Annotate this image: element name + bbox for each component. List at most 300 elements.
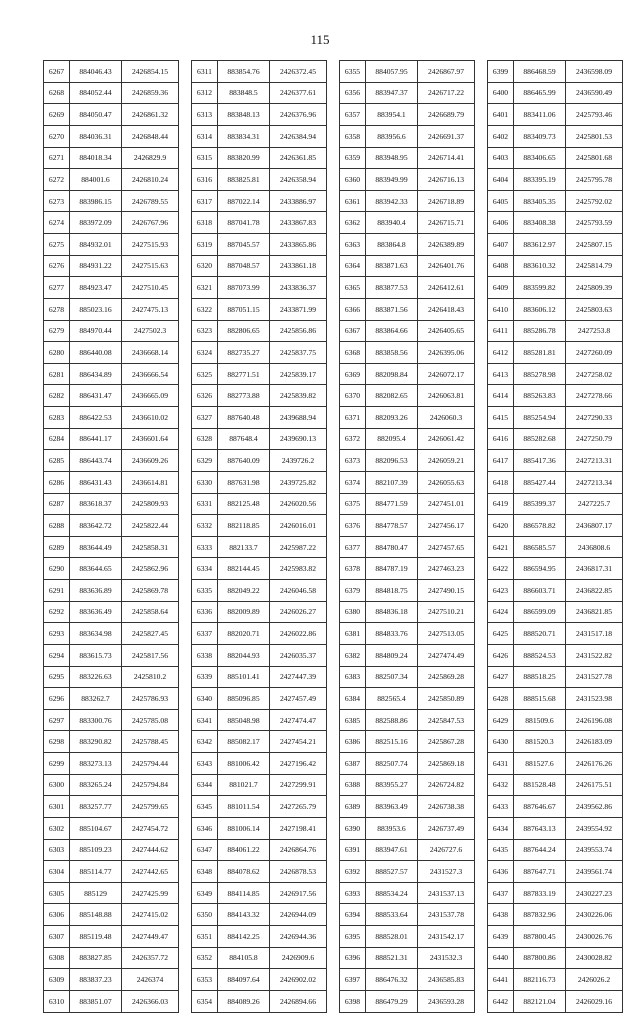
table-row: [340, 558, 475, 580]
table-row: [192, 169, 327, 191]
x-coordinate-cell: 885082.17: [218, 731, 270, 753]
point-id-cell: 6409: [488, 277, 514, 299]
y-coordinate-cell: 2425799.65: [122, 796, 179, 818]
point-id-cell: 6415: [488, 407, 514, 429]
point-id-cell: 6352: [192, 947, 218, 969]
x-coordinate-cell: 882098.84: [366, 363, 418, 385]
point-id-cell: 6421: [488, 536, 514, 558]
x-coordinate-cell: 883273.13: [70, 753, 122, 775]
x-coordinate-cell: 888518.25: [514, 666, 566, 688]
y-coordinate-cell: 2430026.76: [566, 926, 623, 948]
x-coordinate-cell: 882133.7: [218, 536, 270, 558]
x-coordinate-cell: 881006.42: [218, 753, 270, 775]
y-coordinate-cell: 2425786.93: [122, 688, 179, 710]
table-row: [192, 298, 327, 320]
point-id-cell: 6378: [340, 558, 366, 580]
point-id-cell: 6400: [488, 82, 514, 104]
y-coordinate-cell: 2426859.36: [122, 82, 179, 104]
x-coordinate-cell: 881528.48: [514, 774, 566, 796]
y-coordinate-cell: 2436821.85: [566, 601, 623, 623]
x-coordinate-cell: 883871.63: [366, 255, 418, 277]
table-row: [340, 601, 475, 623]
point-id-cell: 6353: [192, 969, 218, 991]
x-coordinate-cell: 884771.59: [366, 493, 418, 515]
x-coordinate-cell: 884057.95: [366, 61, 418, 83]
y-coordinate-cell: 2436585.83: [418, 969, 475, 991]
y-coordinate-cell: 2426412.61: [418, 277, 475, 299]
y-coordinate-cell: 2425803.63: [566, 298, 623, 320]
table-row: [44, 450, 179, 472]
table-row: [340, 882, 475, 904]
point-id-cell: 6334: [192, 558, 218, 580]
coordinate-table: [191, 60, 327, 1013]
point-id-cell: 6358: [340, 125, 366, 147]
y-coordinate-cell: 2426878.53: [270, 861, 327, 883]
x-coordinate-cell: 884143.32: [218, 904, 270, 926]
table-row: [340, 320, 475, 342]
table-row: [192, 493, 327, 515]
point-id-cell: 6437: [488, 882, 514, 904]
point-id-cell: 6321: [192, 277, 218, 299]
table-row: [192, 277, 327, 299]
x-coordinate-cell: 886422.53: [70, 407, 122, 429]
y-coordinate-cell: 2433865.86: [270, 234, 327, 256]
x-coordinate-cell: 882735.27: [218, 342, 270, 364]
x-coordinate-cell: 883954.1: [366, 104, 418, 126]
x-coordinate-cell: 881006.14: [218, 817, 270, 839]
table-row: [44, 644, 179, 666]
x-coordinate-cell: 883599.82: [514, 277, 566, 299]
point-id-cell: 6397: [340, 969, 366, 991]
point-id-cell: 6325: [192, 363, 218, 385]
table-row: [192, 385, 327, 407]
point-id-cell: 6308: [44, 947, 70, 969]
y-coordinate-cell: 2427415.02: [122, 904, 179, 926]
point-id-cell: 6416: [488, 428, 514, 450]
x-coordinate-cell: 884923.47: [70, 277, 122, 299]
point-id-cell: 6269: [44, 104, 70, 126]
y-coordinate-cell: 2427457.49: [270, 688, 327, 710]
table-row: [488, 277, 623, 299]
point-id-cell: 6324: [192, 342, 218, 364]
table-row: [340, 61, 475, 83]
table-row: [44, 709, 179, 731]
table-row: [192, 969, 327, 991]
table-row: [488, 753, 623, 775]
x-coordinate-cell: 882121.04: [514, 990, 566, 1012]
table-row: [340, 342, 475, 364]
y-coordinate-cell: 2426718.89: [418, 190, 475, 212]
point-id-cell: 6354: [192, 990, 218, 1012]
point-id-cell: 6303: [44, 839, 70, 861]
y-coordinate-cell: 2436590.49: [566, 82, 623, 104]
y-coordinate-cell: 2426854.15: [122, 61, 179, 83]
table-row: [44, 580, 179, 602]
table-row: [192, 688, 327, 710]
table-row: [192, 234, 327, 256]
point-id-cell: 6312: [192, 82, 218, 104]
y-coordinate-cell: 2425788.45: [122, 731, 179, 753]
x-coordinate-cell: 885281.81: [514, 342, 566, 364]
table-row: [340, 926, 475, 948]
x-coordinate-cell: 886479.29: [366, 990, 418, 1012]
point-id-cell: 6351: [192, 926, 218, 948]
table-row: [488, 536, 623, 558]
y-coordinate-cell: 2426060.3: [418, 407, 475, 429]
table-row: [192, 212, 327, 234]
y-coordinate-cell: 2426867.97: [418, 61, 475, 83]
point-id-cell: 6390: [340, 817, 366, 839]
point-id-cell: 6376: [340, 515, 366, 537]
x-coordinate-cell: 888515.68: [514, 688, 566, 710]
y-coordinate-cell: 2433871.99: [270, 298, 327, 320]
y-coordinate-cell: 2426848.44: [122, 125, 179, 147]
x-coordinate-cell: 883610.32: [514, 255, 566, 277]
x-coordinate-cell: 885119.48: [70, 926, 122, 948]
point-id-cell: 6322: [192, 298, 218, 320]
x-coordinate-cell: 883406.65: [514, 147, 566, 169]
x-coordinate-cell: 883854.76: [218, 61, 270, 83]
y-coordinate-cell: 2425801.53: [566, 125, 623, 147]
point-id-cell: 6331: [192, 493, 218, 515]
y-coordinate-cell: 2439561.74: [566, 861, 623, 883]
x-coordinate-cell: 881520.3: [514, 731, 566, 753]
y-coordinate-cell: 2425983.82: [270, 558, 327, 580]
table-row: [488, 82, 623, 104]
coordinate-tables: [43, 60, 623, 1006]
y-coordinate-cell: 2431527.3: [418, 861, 475, 883]
x-coordinate-cell: 887648.4: [218, 428, 270, 450]
y-coordinate-cell: 2426196.08: [566, 709, 623, 731]
table-row: [44, 796, 179, 818]
table-row: [488, 947, 623, 969]
point-id-cell: 6311: [192, 61, 218, 83]
table-row: [192, 320, 327, 342]
table-row: [44, 190, 179, 212]
y-coordinate-cell: 2427454.21: [270, 731, 327, 753]
point-id-cell: 6347: [192, 839, 218, 861]
point-id-cell: 6273: [44, 190, 70, 212]
y-coordinate-cell: 2427250.79: [566, 428, 623, 450]
y-coordinate-cell: 2427213.34: [566, 471, 623, 493]
y-coordinate-cell: 2426035.37: [270, 644, 327, 666]
y-coordinate-cell: 2426724.82: [418, 774, 475, 796]
x-coordinate-cell: 884061.22: [218, 839, 270, 861]
y-coordinate-cell: 2425856.86: [270, 320, 327, 342]
table-row: [44, 363, 179, 385]
table-row: [44, 342, 179, 364]
y-coordinate-cell: 2439688.94: [270, 407, 327, 429]
table-row: [192, 147, 327, 169]
x-coordinate-cell: 887800.86: [514, 947, 566, 969]
table-row: [488, 385, 623, 407]
point-id-cell: 6414: [488, 385, 514, 407]
table-row: [44, 169, 179, 191]
y-coordinate-cell: 2426767.96: [122, 212, 179, 234]
x-coordinate-cell: 884142.25: [218, 926, 270, 948]
x-coordinate-cell: 882020.71: [218, 623, 270, 645]
point-id-cell: 6364: [340, 255, 366, 277]
point-id-cell: 6408: [488, 255, 514, 277]
point-id-cell: 6389: [340, 796, 366, 818]
point-id-cell: 6310: [44, 990, 70, 1012]
point-id-cell: 6295: [44, 666, 70, 688]
x-coordinate-cell: 887832.96: [514, 904, 566, 926]
table-row: [44, 666, 179, 688]
table-row: [488, 601, 623, 623]
point-id-cell: 6439: [488, 926, 514, 948]
table-row: [488, 623, 623, 645]
x-coordinate-cell: 882116.73: [514, 969, 566, 991]
point-id-cell: 6419: [488, 493, 514, 515]
table-row: [340, 536, 475, 558]
x-coordinate-cell: 884046.43: [70, 61, 122, 83]
table-row: [340, 796, 475, 818]
y-coordinate-cell: 2426029.16: [566, 990, 623, 1012]
x-coordinate-cell: 887022.14: [218, 190, 270, 212]
y-coordinate-cell: 2426717.22: [418, 82, 475, 104]
point-id-cell: 6342: [192, 731, 218, 753]
table-row: [44, 969, 179, 991]
x-coordinate-cell: 881527.6: [514, 753, 566, 775]
x-coordinate-cell: 881011.54: [218, 796, 270, 818]
y-coordinate-cell: 2426894.66: [270, 990, 327, 1012]
table-row: [488, 990, 623, 1012]
x-coordinate-cell: 885148.88: [70, 904, 122, 926]
point-id-cell: 6374: [340, 471, 366, 493]
table-row: [192, 428, 327, 450]
table-row: [44, 82, 179, 104]
point-id-cell: 6422: [488, 558, 514, 580]
x-coordinate-cell: 887640.09: [218, 450, 270, 472]
point-id-cell: 6366: [340, 298, 366, 320]
y-coordinate-cell: 2426691.37: [418, 125, 475, 147]
point-id-cell: 6393: [340, 882, 366, 904]
table-row: [340, 666, 475, 688]
point-id-cell: 6405: [488, 190, 514, 212]
x-coordinate-cell: 883411.06: [514, 104, 566, 126]
table-row: [488, 234, 623, 256]
table-row: [192, 926, 327, 948]
table-row: [488, 644, 623, 666]
y-coordinate-cell: 2436665.09: [122, 385, 179, 407]
y-coordinate-cell: 2426909.6: [270, 947, 327, 969]
table-row: [488, 190, 623, 212]
x-coordinate-cell: 883636.49: [70, 601, 122, 623]
y-coordinate-cell: 2427474.47: [270, 709, 327, 731]
y-coordinate-cell: 2433836.37: [270, 277, 327, 299]
x-coordinate-cell: 883644.65: [70, 558, 122, 580]
table-row: [192, 839, 327, 861]
y-coordinate-cell: 2427510.21: [418, 601, 475, 623]
table-row: [44, 125, 179, 147]
point-id-cell: 6403: [488, 147, 514, 169]
y-coordinate-cell: 2433861.18: [270, 255, 327, 277]
table-row: [488, 796, 623, 818]
x-coordinate-cell: 884105.8: [218, 947, 270, 969]
table-row: [192, 601, 327, 623]
x-coordinate-cell: 885023.16: [70, 298, 122, 320]
point-id-cell: 6278: [44, 298, 70, 320]
y-coordinate-cell: 2426063.81: [418, 385, 475, 407]
y-coordinate-cell: 2427515.63: [122, 255, 179, 277]
y-coordinate-cell: 2427299.91: [270, 774, 327, 796]
point-id-cell: 6315: [192, 147, 218, 169]
point-id-cell: 6407: [488, 234, 514, 256]
x-coordinate-cell: 885286.78: [514, 320, 566, 342]
point-id-cell: 6326: [192, 385, 218, 407]
x-coordinate-cell: 884970.44: [70, 320, 122, 342]
table-row: [340, 515, 475, 537]
x-coordinate-cell: 882096.53: [366, 450, 418, 472]
y-coordinate-cell: 2431537.13: [418, 882, 475, 904]
point-id-cell: 6425: [488, 623, 514, 645]
table-row: [44, 385, 179, 407]
point-id-cell: 6304: [44, 861, 70, 883]
table-row: [340, 104, 475, 126]
point-id-cell: 6333: [192, 536, 218, 558]
table-row: [340, 580, 475, 602]
point-id-cell: 6428: [488, 688, 514, 710]
x-coordinate-cell: 883963.49: [366, 796, 418, 818]
y-coordinate-cell: 2436668.14: [122, 342, 179, 364]
point-id-cell: 6336: [192, 601, 218, 623]
table-row: [488, 774, 623, 796]
y-coordinate-cell: 2426727.6: [418, 839, 475, 861]
point-id-cell: 6296: [44, 688, 70, 710]
x-coordinate-cell: 887631.98: [218, 471, 270, 493]
y-coordinate-cell: 2427444.62: [122, 839, 179, 861]
table-row: [44, 601, 179, 623]
table-row: [340, 731, 475, 753]
x-coordinate-cell: 882507.34: [366, 666, 418, 688]
table-row: [44, 882, 179, 904]
x-coordinate-cell: 885282.68: [514, 428, 566, 450]
x-coordinate-cell: 884778.57: [366, 515, 418, 537]
table-row: [488, 147, 623, 169]
point-id-cell: 6431: [488, 753, 514, 775]
table-row: [340, 407, 475, 429]
table-row: [488, 363, 623, 385]
point-id-cell: 6345: [192, 796, 218, 818]
table-row: [340, 947, 475, 969]
x-coordinate-cell: 883947.37: [366, 82, 418, 104]
y-coordinate-cell: 2430226.06: [566, 904, 623, 926]
table-row: [340, 990, 475, 1012]
x-coordinate-cell: 885104.67: [70, 817, 122, 839]
table-row: [340, 169, 475, 191]
y-coordinate-cell: 2425839.17: [270, 363, 327, 385]
table-row: [340, 493, 475, 515]
point-id-cell: 6423: [488, 580, 514, 602]
y-coordinate-cell: 2425810.2: [122, 666, 179, 688]
table-row: [44, 407, 179, 429]
y-coordinate-cell: 2426789.55: [122, 190, 179, 212]
point-id-cell: 6387: [340, 753, 366, 775]
table-row: [340, 190, 475, 212]
x-coordinate-cell: 883972.09: [70, 212, 122, 234]
y-coordinate-cell: 2427425.99: [122, 882, 179, 904]
x-coordinate-cell: 883300.76: [70, 709, 122, 731]
x-coordinate-cell: 888528.01: [366, 926, 418, 948]
point-id-cell: 6433: [488, 796, 514, 818]
y-coordinate-cell: 2431523.98: [566, 688, 623, 710]
point-id-cell: 6420: [488, 515, 514, 537]
table-row: [488, 666, 623, 688]
point-id-cell: 6355: [340, 61, 366, 83]
table-row: [44, 493, 179, 515]
table-row: [488, 861, 623, 883]
table-row: [340, 147, 475, 169]
table-row: [44, 471, 179, 493]
point-id-cell: 6359: [340, 147, 366, 169]
table-row: [488, 882, 623, 904]
table-row: [488, 688, 623, 710]
table-row: [488, 104, 623, 126]
x-coordinate-cell: 885101.41: [218, 666, 270, 688]
table-row: [340, 839, 475, 861]
y-coordinate-cell: 2425847.53: [418, 709, 475, 731]
point-id-cell: 6344: [192, 774, 218, 796]
table-row: [192, 882, 327, 904]
point-id-cell: 6283: [44, 407, 70, 429]
point-id-cell: 6277: [44, 277, 70, 299]
point-id-cell: 6369: [340, 363, 366, 385]
x-coordinate-cell: 885254.94: [514, 407, 566, 429]
y-coordinate-cell: 2425809.93: [122, 493, 179, 515]
y-coordinate-cell: 2425850.89: [418, 688, 475, 710]
point-id-cell: 6280: [44, 342, 70, 364]
table-row: [488, 450, 623, 472]
point-id-cell: 6382: [340, 644, 366, 666]
y-coordinate-cell: 2426714.41: [418, 147, 475, 169]
x-coordinate-cell: 883226.63: [70, 666, 122, 688]
point-id-cell: 6299: [44, 753, 70, 775]
y-coordinate-cell: 2439690.13: [270, 428, 327, 450]
y-coordinate-cell: 2427278.66: [566, 385, 623, 407]
point-id-cell: 6338: [192, 644, 218, 666]
y-coordinate-cell: 2439554.92: [566, 817, 623, 839]
point-id-cell: 6297: [44, 709, 70, 731]
y-coordinate-cell: 2426020.56: [270, 493, 327, 515]
y-coordinate-cell: 2433867.83: [270, 212, 327, 234]
table-row: [340, 234, 475, 256]
y-coordinate-cell: 2425793.46: [566, 104, 623, 126]
y-coordinate-cell: 2436807.17: [566, 515, 623, 537]
x-coordinate-cell: 883864.66: [366, 320, 418, 342]
x-coordinate-cell: 883820.99: [218, 147, 270, 169]
point-id-cell: 6395: [340, 926, 366, 948]
y-coordinate-cell: 2426026.27: [270, 601, 327, 623]
x-coordinate-cell: 883257.77: [70, 796, 122, 818]
x-coordinate-cell: 883942.33: [366, 190, 418, 212]
x-coordinate-cell: 883265.24: [70, 774, 122, 796]
x-coordinate-cell: 883940.4: [366, 212, 418, 234]
y-coordinate-cell: 2436808.6: [566, 536, 623, 558]
y-coordinate-cell: 2425785.08: [122, 709, 179, 731]
y-coordinate-cell: 2425814.79: [566, 255, 623, 277]
x-coordinate-cell: 883986.15: [70, 190, 122, 212]
point-id-cell: 6435: [488, 839, 514, 861]
x-coordinate-cell: 882515.16: [366, 731, 418, 753]
x-coordinate-cell: 884097.64: [218, 969, 270, 991]
x-coordinate-cell: 885114.77: [70, 861, 122, 883]
point-id-cell: 6363: [340, 234, 366, 256]
table-row: [192, 558, 327, 580]
point-id-cell: 6282: [44, 385, 70, 407]
point-id-cell: 6406: [488, 212, 514, 234]
x-coordinate-cell: 888524.53: [514, 644, 566, 666]
